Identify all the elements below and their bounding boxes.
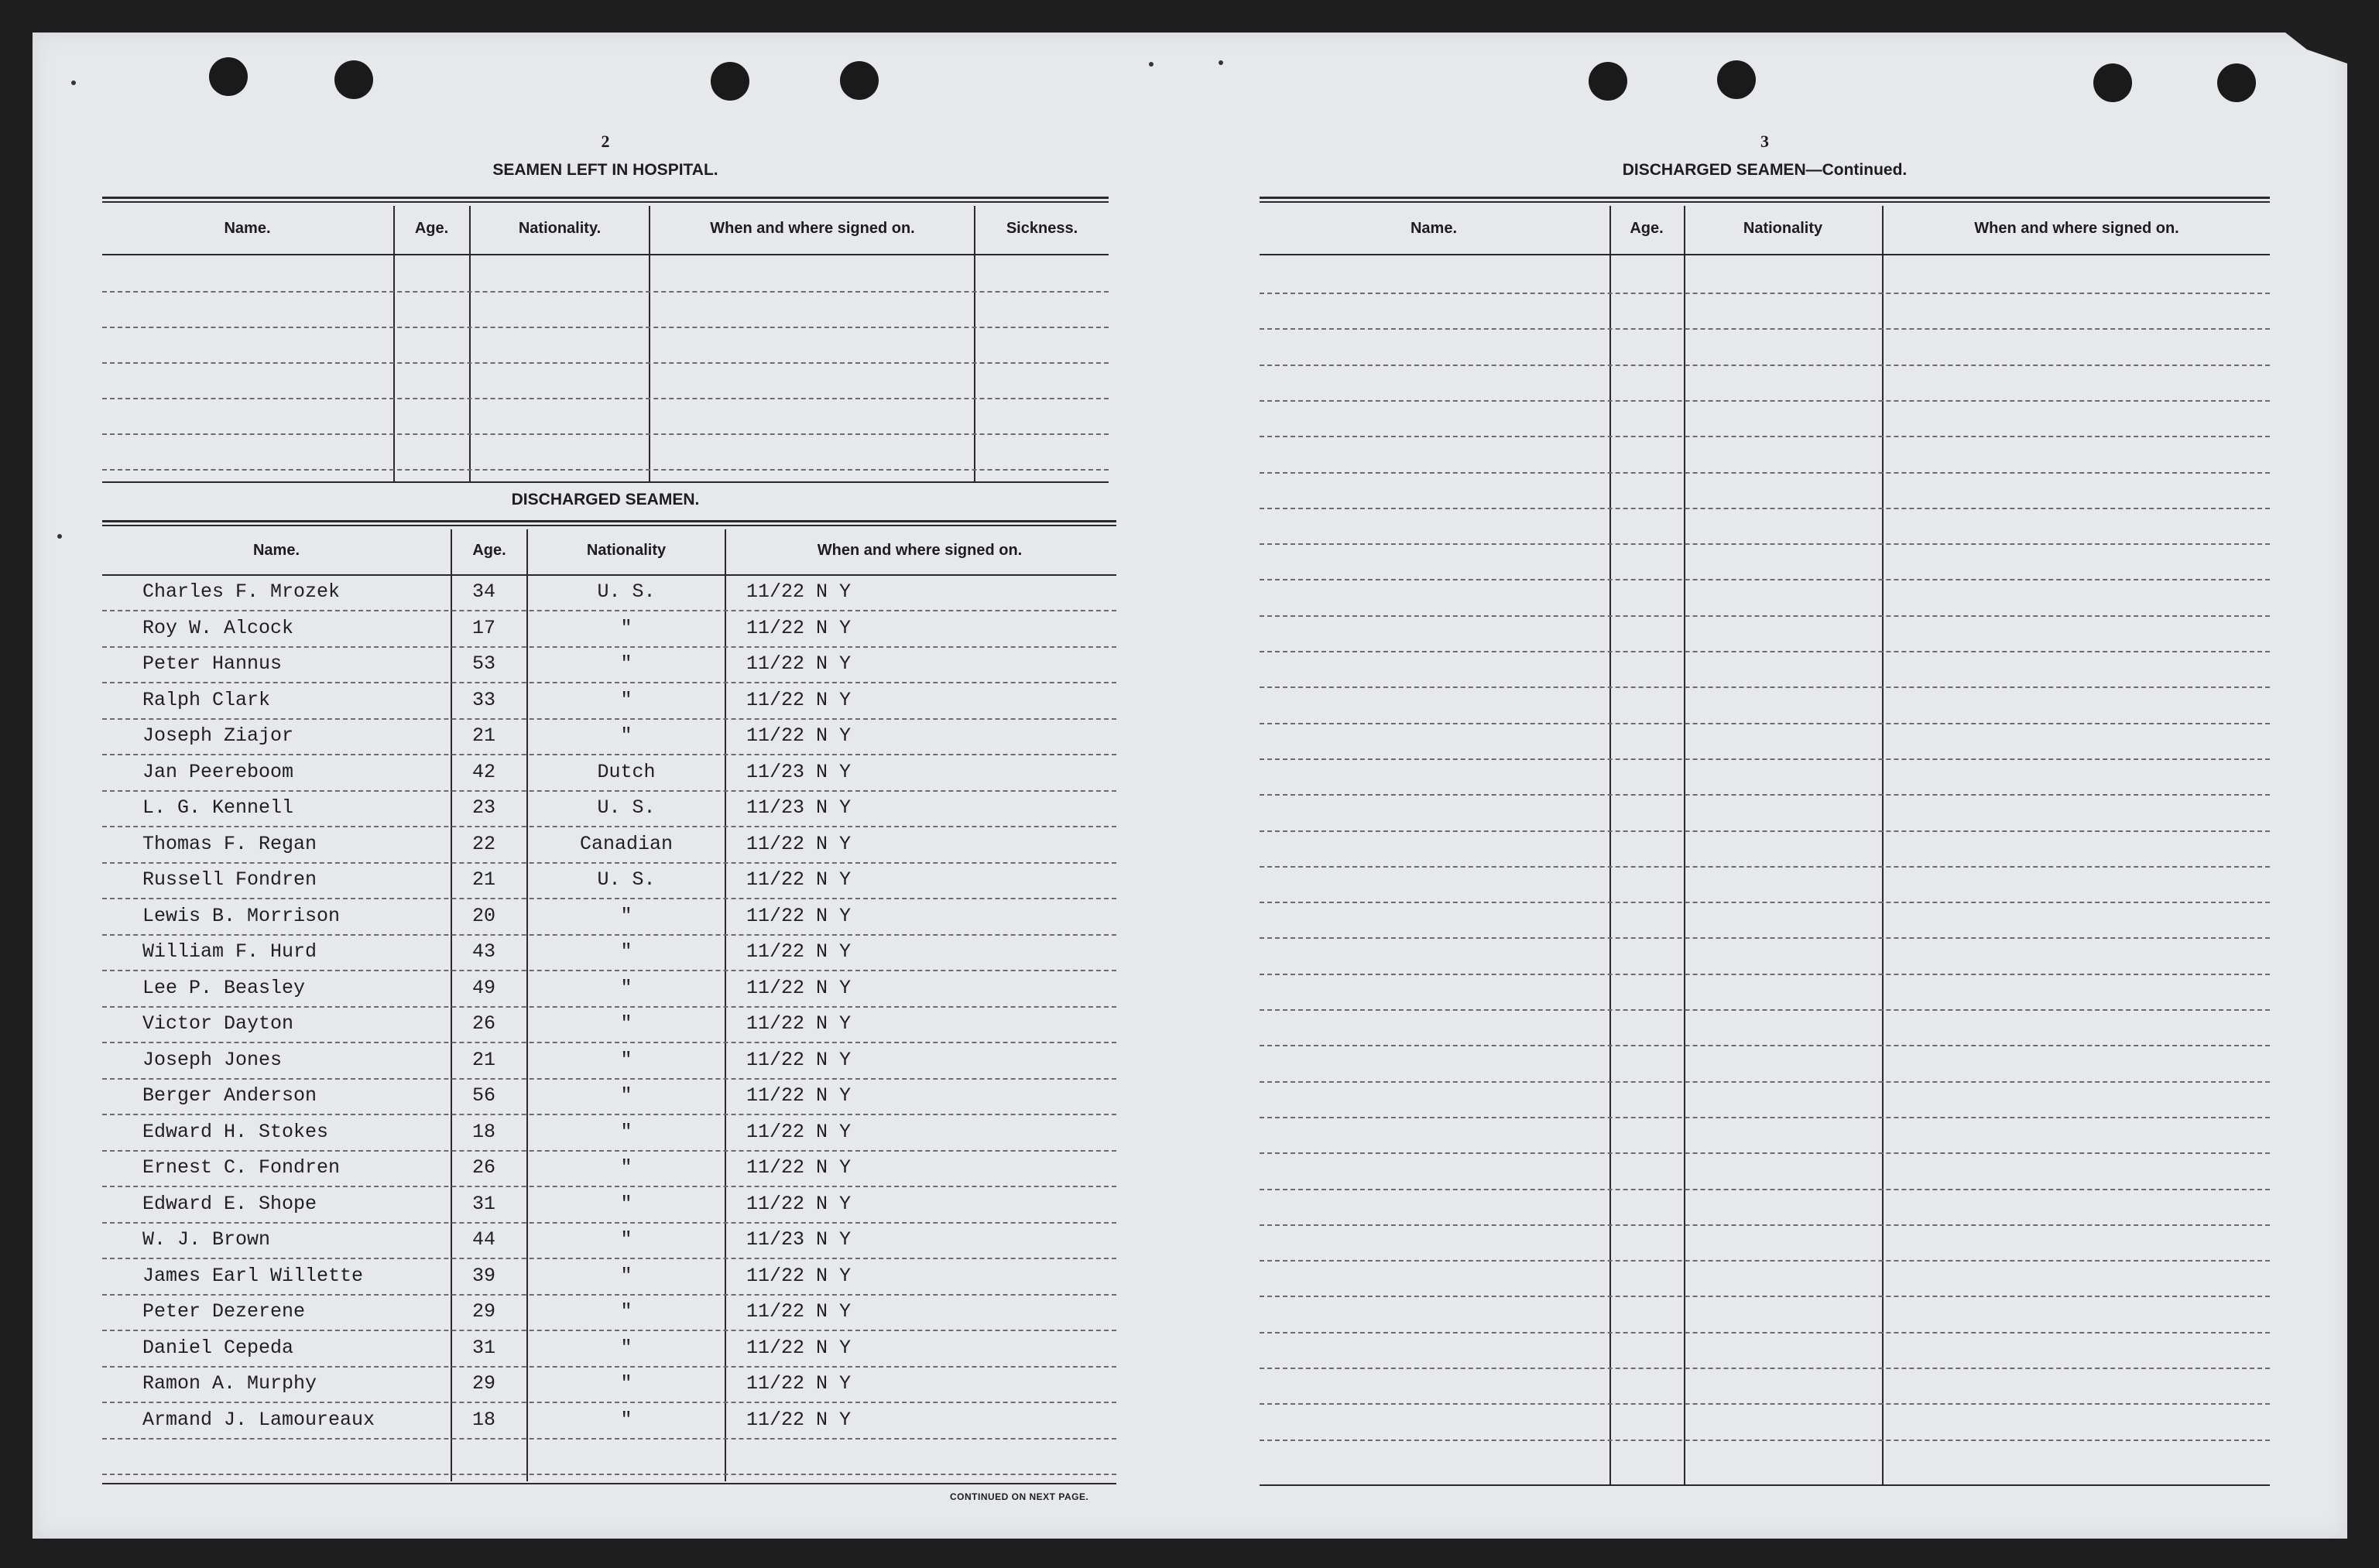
row-line <box>102 1474 1116 1475</box>
seaman-nationality: Canadian <box>579 832 674 855</box>
continued-note: CONTINUED ON NEXT PAGE. <box>950 1491 1089 1502</box>
seaman-name: L. G. Kennell <box>142 796 294 819</box>
speck <box>57 534 62 539</box>
signed-on: 11/22 N Y <box>746 724 852 747</box>
seaman-age: 49 <box>472 976 496 999</box>
row-line <box>1260 328 2270 330</box>
signed-on: 11/22 N Y <box>746 1336 852 1359</box>
row-line <box>1260 1403 2270 1405</box>
seaman-name: Ramon A. Murphy <box>142 1372 317 1395</box>
row-line <box>1260 1009 2270 1011</box>
table-bottom-rule <box>102 481 1109 483</box>
row-line <box>1260 400 2270 402</box>
punch-hole <box>840 61 879 100</box>
row-line <box>102 862 1116 864</box>
speck <box>1149 62 1154 67</box>
seaman-age: 23 <box>472 796 496 819</box>
row-line <box>102 1078 1116 1080</box>
row-line <box>102 291 1109 293</box>
seaman-nationality: " <box>620 1264 632 1287</box>
seaman-age: 53 <box>472 652 496 675</box>
seaman-age: 44 <box>472 1228 496 1251</box>
seaman-age: 34 <box>472 580 496 603</box>
seaman-name: Victor Dayton <box>142 1012 294 1035</box>
row-line <box>102 754 1116 755</box>
signed-on: 11/22 N Y <box>746 1264 852 1287</box>
seaman-age: 56 <box>472 1084 496 1107</box>
continued-table <box>1260 197 2270 1497</box>
seaman-age: 20 <box>472 904 496 927</box>
seaman-name: Peter Hannus <box>142 652 283 675</box>
row-line <box>102 682 1116 683</box>
row-line <box>1260 686 2270 688</box>
signed-on: 11/23 N Y <box>746 760 852 783</box>
seaman-name: James Earl Willette <box>142 1264 364 1287</box>
seaman-nationality: U. S. <box>597 868 656 891</box>
seaman-nationality: U. S. <box>597 580 656 603</box>
row-line <box>102 610 1116 611</box>
signed-on: 11/22 N Y <box>746 1372 852 1395</box>
row-line <box>1260 579 2270 580</box>
row-line <box>102 1114 1116 1115</box>
seaman-nationality: " <box>620 976 632 999</box>
seaman-nationality: " <box>620 1300 632 1323</box>
seaman-nationality: " <box>620 1336 632 1359</box>
punch-hole <box>209 57 248 96</box>
page-number: 3 <box>1760 132 1769 151</box>
row-line <box>1260 1189 2270 1190</box>
column-header: Name. <box>252 542 300 559</box>
seaman-age: 21 <box>472 1048 496 1071</box>
seaman-nationality: Dutch <box>597 760 656 783</box>
column-header: When and where signed on. <box>710 220 915 237</box>
seaman-age: 26 <box>472 1012 496 1035</box>
seaman-name: Joseph Ziajor <box>142 724 294 747</box>
signed-on: 11/22 N Y <box>746 832 852 855</box>
seaman-age: 42 <box>472 760 496 783</box>
seaman-nationality: " <box>620 940 632 963</box>
column-header: Nationality. <box>518 220 602 237</box>
row-line <box>102 1186 1116 1187</box>
punch-hole <box>2217 63 2256 102</box>
hospital-section-title: SEAMEN LEFT IN HOSPITAL. <box>492 161 718 179</box>
row-line <box>1260 974 2270 975</box>
row-line <box>102 1042 1116 1043</box>
seaman-age: 33 <box>472 688 496 711</box>
row-line <box>1260 830 2270 832</box>
seaman-name: Thomas F. Regan <box>142 832 317 855</box>
seaman-name: Lee P. Beasley <box>142 976 306 999</box>
seaman-nationality: " <box>620 1228 632 1251</box>
row-line <box>102 398 1109 399</box>
punch-hole <box>711 62 749 101</box>
header-rule <box>102 574 1116 576</box>
signed-on: 11/23 N Y <box>746 1228 852 1251</box>
row-line <box>102 1222 1116 1224</box>
signed-on: 11/22 N Y <box>746 1300 852 1323</box>
column-divider <box>393 206 395 483</box>
row-line <box>1260 902 2270 903</box>
row-line <box>102 718 1116 720</box>
seaman-name: Armand J. Lamoureaux <box>142 1408 375 1431</box>
column-divider <box>1609 206 1611 1484</box>
seaman-age: 29 <box>472 1300 496 1323</box>
column-header: Name. <box>1410 220 1458 237</box>
row-line <box>1260 1224 2270 1226</box>
row-line <box>102 826 1116 827</box>
row-line <box>1260 1332 2270 1333</box>
row-line <box>1260 508 2270 509</box>
seaman-age: 18 <box>472 1120 496 1143</box>
seaman-name: Jan Peereboom <box>142 760 294 783</box>
seaman-age: 29 <box>472 1372 496 1395</box>
row-line <box>1260 1081 2270 1083</box>
row-line <box>1260 758 2270 760</box>
seaman-name: Russell Fondren <box>142 868 317 891</box>
signed-on: 11/22 N Y <box>746 904 852 927</box>
row-line <box>102 1330 1116 1331</box>
section-title: DISCHARGED SEAMEN—Continued. <box>1622 161 1908 179</box>
seaman-nationality: " <box>620 1084 632 1107</box>
seaman-age: 17 <box>472 616 496 639</box>
column-divider <box>1882 206 1884 1484</box>
header-rule <box>102 254 1109 255</box>
seaman-age: 26 <box>472 1156 496 1179</box>
row-line <box>102 327 1109 328</box>
row-line <box>1260 1117 2270 1118</box>
row-line <box>1260 866 2270 868</box>
table-top-rule <box>1260 197 2270 203</box>
row-line <box>102 1258 1116 1259</box>
row-line <box>1260 723 2270 724</box>
punch-hole <box>334 60 373 99</box>
signed-on: 11/22 N Y <box>746 1084 852 1107</box>
seaman-name: Lewis B. Morrison <box>142 904 341 927</box>
table-bottom-rule <box>102 1483 1116 1484</box>
column-header: Age. <box>414 220 449 237</box>
row-line <box>1260 472 2270 474</box>
row-line <box>1260 1296 2270 1297</box>
table-top-rule <box>102 520 1116 526</box>
seaman-name: Peter Dezerene <box>142 1300 306 1323</box>
row-line <box>102 898 1116 899</box>
seaman-nationality: " <box>620 1372 632 1395</box>
seaman-name: Berger Anderson <box>142 1084 317 1107</box>
column-divider <box>974 206 975 483</box>
seaman-nationality: " <box>620 1156 632 1179</box>
header-rule <box>1260 254 2270 255</box>
signed-on: 11/22 N Y <box>746 688 852 711</box>
signed-on: 11/22 N Y <box>746 1048 852 1071</box>
signed-on: 11/22 N Y <box>746 1012 852 1035</box>
column-header: Age. <box>472 542 506 559</box>
column-header: Age. <box>1630 220 1664 237</box>
row-line <box>102 934 1116 936</box>
column-header: Nationality <box>586 542 667 559</box>
signed-on: 11/22 N Y <box>746 580 852 603</box>
hospital-table <box>102 197 1109 491</box>
seaman-nationality: " <box>620 724 632 747</box>
signed-on: 11/22 N Y <box>746 1192 852 1215</box>
row-line <box>1260 1045 2270 1046</box>
punch-hole <box>1717 60 1756 99</box>
seaman-age: 43 <box>472 940 496 963</box>
discharged-table <box>102 520 1116 1488</box>
seaman-nationality: " <box>620 1048 632 1071</box>
signed-on: 11/23 N Y <box>746 796 852 819</box>
row-line <box>1260 1440 2270 1441</box>
seaman-age: 21 <box>472 868 496 891</box>
column-header: When and where signed on. <box>1974 220 2179 237</box>
column-header: Sickness. <box>1006 220 1078 237</box>
column-header: When and where signed on. <box>817 542 1023 559</box>
seaman-name: Ralph Clark <box>142 688 271 711</box>
row-line <box>1260 1152 2270 1154</box>
seaman-name: Edward E. Shope <box>142 1192 317 1215</box>
signed-on: 11/22 N Y <box>746 616 852 639</box>
row-line <box>1260 794 2270 796</box>
row-line <box>102 970 1116 971</box>
row-line <box>1260 543 2270 545</box>
seaman-nationality: " <box>620 1408 632 1431</box>
seaman-name: Edward H. Stokes <box>142 1120 329 1143</box>
row-line <box>1260 615 2270 617</box>
signed-on: 11/22 N Y <box>746 868 852 891</box>
speck <box>71 80 76 85</box>
seaman-name: William F. Hurd <box>142 940 317 963</box>
row-line <box>1260 436 2270 437</box>
row-line <box>102 1402 1116 1403</box>
seaman-age: 39 <box>472 1264 496 1287</box>
signed-on: 11/22 N Y <box>746 1408 852 1431</box>
seaman-name: Ernest C. Fondren <box>142 1156 341 1179</box>
seaman-name: Daniel Cepeda <box>142 1336 294 1359</box>
column-divider <box>469 206 471 483</box>
column-header: Name. <box>224 220 271 237</box>
torn-corner <box>2285 33 2347 63</box>
row-line <box>102 469 1109 471</box>
seaman-nationality: " <box>620 688 632 711</box>
row-line <box>1260 365 2270 366</box>
row-line <box>102 1294 1116 1296</box>
seaman-name: Roy W. Alcock <box>142 616 294 639</box>
seaman-age: 22 <box>472 832 496 855</box>
seaman-nationality: " <box>620 1120 632 1143</box>
seaman-nationality: " <box>620 616 632 639</box>
row-line <box>1260 937 2270 939</box>
column-header: Nationality <box>1743 220 1823 237</box>
row-line <box>102 1438 1116 1440</box>
seaman-nationality: " <box>620 1012 632 1035</box>
row-line <box>1260 651 2270 652</box>
signed-on: 11/22 N Y <box>746 940 852 963</box>
column-divider <box>1684 206 1685 1484</box>
seaman-name: W. J. Brown <box>142 1228 271 1251</box>
seaman-name: Charles F. Mrozek <box>142 580 341 603</box>
row-line <box>1260 293 2270 294</box>
seaman-age: 31 <box>472 1336 496 1359</box>
signed-on: 11/22 N Y <box>746 976 852 999</box>
seaman-age: 18 <box>472 1408 496 1431</box>
seaman-age: 31 <box>472 1192 496 1215</box>
seaman-nationality: " <box>620 652 632 675</box>
row-line <box>102 1366 1116 1368</box>
seaman-age: 21 <box>472 724 496 747</box>
punch-hole <box>1589 62 1627 101</box>
row-line <box>102 1150 1116 1152</box>
signed-on: 11/22 N Y <box>746 1120 852 1143</box>
signed-on: 11/22 N Y <box>746 652 852 675</box>
row-line <box>102 433 1109 435</box>
row-line <box>102 790 1116 792</box>
signed-on: 11/22 N Y <box>746 1156 852 1179</box>
row-line <box>102 1006 1116 1008</box>
column-divider <box>649 206 650 483</box>
row-line <box>1260 1368 2270 1369</box>
seaman-name: Joseph Jones <box>142 1048 283 1071</box>
row-line <box>102 362 1109 364</box>
document-sheet <box>33 33 2347 1539</box>
row-line <box>1260 1260 2270 1262</box>
table-bottom-rule <box>1260 1484 2270 1486</box>
discharged-section-title: DISCHARGED SEAMEN. <box>511 491 700 508</box>
page-number: 2 <box>601 132 610 151</box>
speck <box>1219 60 1223 65</box>
row-line <box>102 646 1116 648</box>
seaman-nationality: " <box>620 904 632 927</box>
seaman-nationality: " <box>620 1192 632 1215</box>
punch-hole <box>2093 63 2132 102</box>
table-top-rule <box>102 197 1109 203</box>
seaman-nationality: U. S. <box>597 796 656 819</box>
